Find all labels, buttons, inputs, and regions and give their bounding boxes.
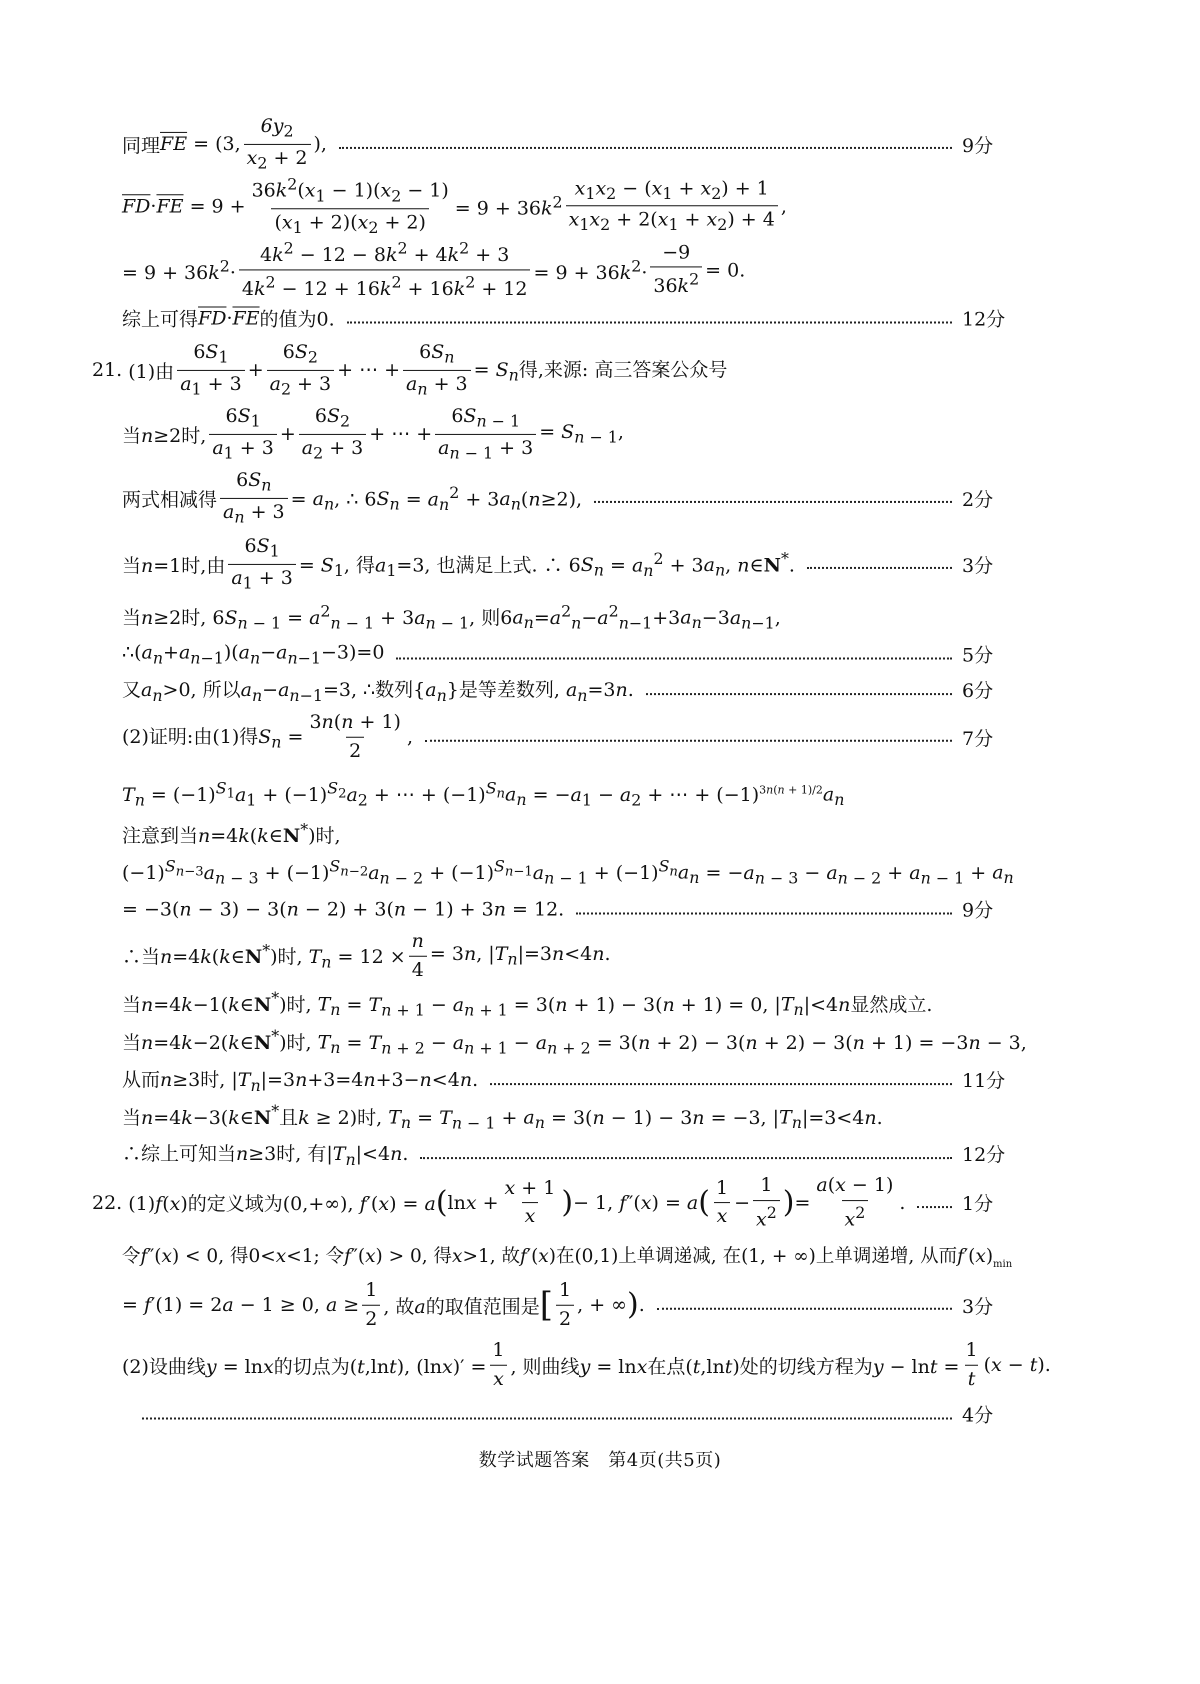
- solution-line-8: 当n=1时,由 $\frac{6S_1}{a_1 + 3}$ = $S_1$, 得$a_1=3$, 也满足上式. ∴ $6S_n = a_n^2 + 3a_n$, n∈N*. 3分: [122, 535, 1022, 593]
- dot-leader: [646, 693, 952, 695]
- solution-line-12: (2)证明:由(1)得$S_n$ = $\frac{3n(n + 1)}{2}$ , 7分: [122, 711, 1022, 764]
- solution-line-26: (2)设曲线y = lnx的切点为(t,lnt), (lnx)′ = $\frac{1}{x}$ , 则曲线y = lnx在点(t,lnt)处的切线方程为y − lnt = $\frac{1}{t}$ (x − t).: [122, 1338, 1051, 1390]
- dot-leader: [396, 657, 952, 659]
- problem-number-22: 22.: [92, 1191, 123, 1214]
- solution-line-5: 21. (1)由 $\frac{6S_1}{a_1 + 3}$ + $\frac{6S_2}{a_2 + 3}$ + ⋯ + $\frac{6S_n}{a_n + 3}$ = $S_n$得,来源: 高三答案公众号: [92, 340, 728, 399]
- page-footer: 数学试题答案 第4页(共5页): [478, 1450, 722, 1471]
- solution-line-2: $\overline{FD}$ · $\overline{FE}$ = 9 + $\frac{36k^2(x_1 - 1)(x_2 - 1)}{(x_1 + 2)(x_2 + 2)}$ = $9 + 36k^2$ $\frac{x_1x_2 - (x_1 + x_2) + 1}{x_1x_2 + 2(x_1 + x_2) + 4}$ ,: [122, 174, 787, 237]
- solution-line-23: 22. (1)f(x)的定义域为(0,+∞), f′(x) = a ( lnx + $\frac{x + 1}{x}$ ) − 1, f″(x) = a ( $\frac{1}{x}$ − $\frac{1}{x^2}$ ) = $\frac{a(x - 1)}{x^2}$ . 1分: [92, 1174, 1022, 1232]
- score-label: 11分: [962, 1070, 1006, 1093]
- dot-leader: [576, 912, 952, 914]
- dot-leader: [142, 1417, 952, 1419]
- solution-line-3: = $9 + 36k^2\cdot$ $\frac{4k^2 - 12 - 8k^2 + 4k^2 + 3}{4k^2 - 12 + 16k^2 + 16k^2 + 12}$ = $9 + 36k^2\cdot$ $\frac{-9}{36k^2}$ = 0.: [122, 238, 746, 300]
- dot-leader: [594, 501, 952, 503]
- score-label: 3分: [962, 1295, 994, 1318]
- solution-line-20: 从而n≥3时, $|T_n|=3n+3=4n+3-n<4n$. 11分: [122, 1065, 1022, 1095]
- score-label: 2分: [962, 488, 994, 511]
- dot-leader: [425, 740, 952, 742]
- score-label: 3分: [962, 554, 994, 577]
- dot-leader: [490, 1083, 952, 1085]
- score-label: 1分: [962, 1193, 994, 1216]
- problem-number-21: 21.: [92, 359, 123, 381]
- solution-line-11: 又$a_n>0$, 所以$a_n-a_{n-1}=3$, ∴数列$\{a_n\}$是等差数列, $a_n=3n$. 6分: [122, 675, 1022, 705]
- dot-leader: [420, 1157, 952, 1159]
- solution-line-24: 令f″(x) < 0, 得0<x<1; 令f″(x) > 0, 得x>1, 故f′(x)在(0,1)上单调递减, 在(1, + ∞)上单调递增, 从而$f'(x)_{min}$: [122, 1246, 1013, 1270]
- solution-line-1: 同理 $\overline{FE}$ = (3, $\frac{6y_2}{x_2 + 2}$ ), 9分: [122, 115, 1022, 173]
- solution-line-17: ∴当n=4k(k∈N*)时, $T_n = 12$ × $\frac{n}{4}$ = 3n, $|T_n|=3n<4n$.: [122, 929, 611, 981]
- dot-leader: [917, 1206, 952, 1208]
- solution-line-27: [122, 1401, 1022, 1428]
- score-label: 12分: [962, 1144, 1006, 1167]
- solution-line-9: 当n≥2时, $6S_{n - 1} = a^2_{n - 1} + 3a_{n - 1}$, 则$6a_n=a^2_n-a^2_{n-1}+3a_n-3a_{n-1}$,: [122, 601, 781, 633]
- solution-line-4: 综上可得 $\overline{FD}$ · $\overline{FE}$ 的值为0. 12分: [122, 305, 1022, 332]
- solution-line-15: $(-1)^{S_{n-3}}a_{n - 3} + (-1)^{S_{n-2}}a_{n - 2} + (-1)^{S_{n-1}}a_{n - 1} + (-1)^{S_n}a_n = -a_{n - 3} - a_{n - 2} + a_{n - 1} + a_n$: [122, 856, 1014, 888]
- score-label: 6分: [962, 680, 994, 703]
- solution-line-6: 当n≥2时, $\frac{6S_1}{a_1 + 3}$ + $\frac{6S_2}{a_2 + 3}$ + ⋯ + $\frac{6S_{n - 1}}{a_{n - 1} + 3}$ = $S_{n - 1}$,: [122, 404, 624, 463]
- solution-line-16: = −3(n − 3) − 3(n − 2) + 3(n − 1) + 3n = 12. 9分: [122, 896, 1022, 923]
- score-label: 9分: [962, 899, 994, 922]
- solution-line-7: 两式相减得 $\frac{6S_n}{a_n + 3}$ = $a_n$, ∴ $6S_n = a_n^2 + 3a_n(n\ge 2)$, 2分: [122, 469, 1022, 527]
- solution-line-10: $\therefore(a_n+a_{n-1})(a_n-a_{n-1}-3)=0$ 5分: [122, 641, 1022, 668]
- solution-line-21: 当n=4k−3(k∈N*且k ≥ 2)时, $T_n = T_{n - 1} + a_n = 3(n - 1) - 3n = -3$, $|T_n|=3<4n$.: [122, 1101, 883, 1133]
- dot-leader: [339, 147, 952, 149]
- solution-line-14: 注意到当n=4k(k∈N*)时,: [122, 819, 341, 848]
- score-label: 7分: [962, 727, 994, 750]
- solution-line-13: $T_n = (-1)^{S_1}a_1 + (-1)^{S_2}a_2$ + ⋯ + $(-1)^{S_n}a_n = -a_1 - a_2$ + ⋯ + $(-1)^{3n(n + 1)/2}a_n$: [122, 778, 845, 810]
- solution-line-25: = f′(1) = 2a − 1 ≥ 0, a ≥ $\frac{1}{2}$ , 故a的取值范围是 [ $\frac{1}{2}$ , + ∞ ) . 3分: [122, 1279, 1022, 1332]
- dot-leader: [807, 567, 952, 569]
- dot-leader: [657, 1308, 952, 1310]
- score-label: 12分: [962, 308, 1006, 331]
- score-label: 5分: [962, 644, 994, 667]
- solution-line-18: 当n=4k−1(k∈N*)时, $T_n = T_{n + 1} - a_{n + 1} = 3(n + 1) - 3(n + 1) = 0$, $|T_n|<4n$显然成立.: [122, 988, 933, 1020]
- score-label: 9分: [962, 134, 994, 157]
- score-label: 4分: [962, 1404, 994, 1427]
- solution-line-22: ∴综上可知当n≥3时, 有$|T_n|<4n$. 12分: [122, 1139, 1022, 1169]
- solution-line-19: 当n=4k−2(k∈N*)时, $T_n = T_{n + 2} - a_{n + 1} - a_{n + 2} = 3(n + 2) - 3(n + 2) - 3(n + 1) = -3n - 3$,: [122, 1026, 1027, 1058]
- dot-leader: [347, 321, 952, 323]
